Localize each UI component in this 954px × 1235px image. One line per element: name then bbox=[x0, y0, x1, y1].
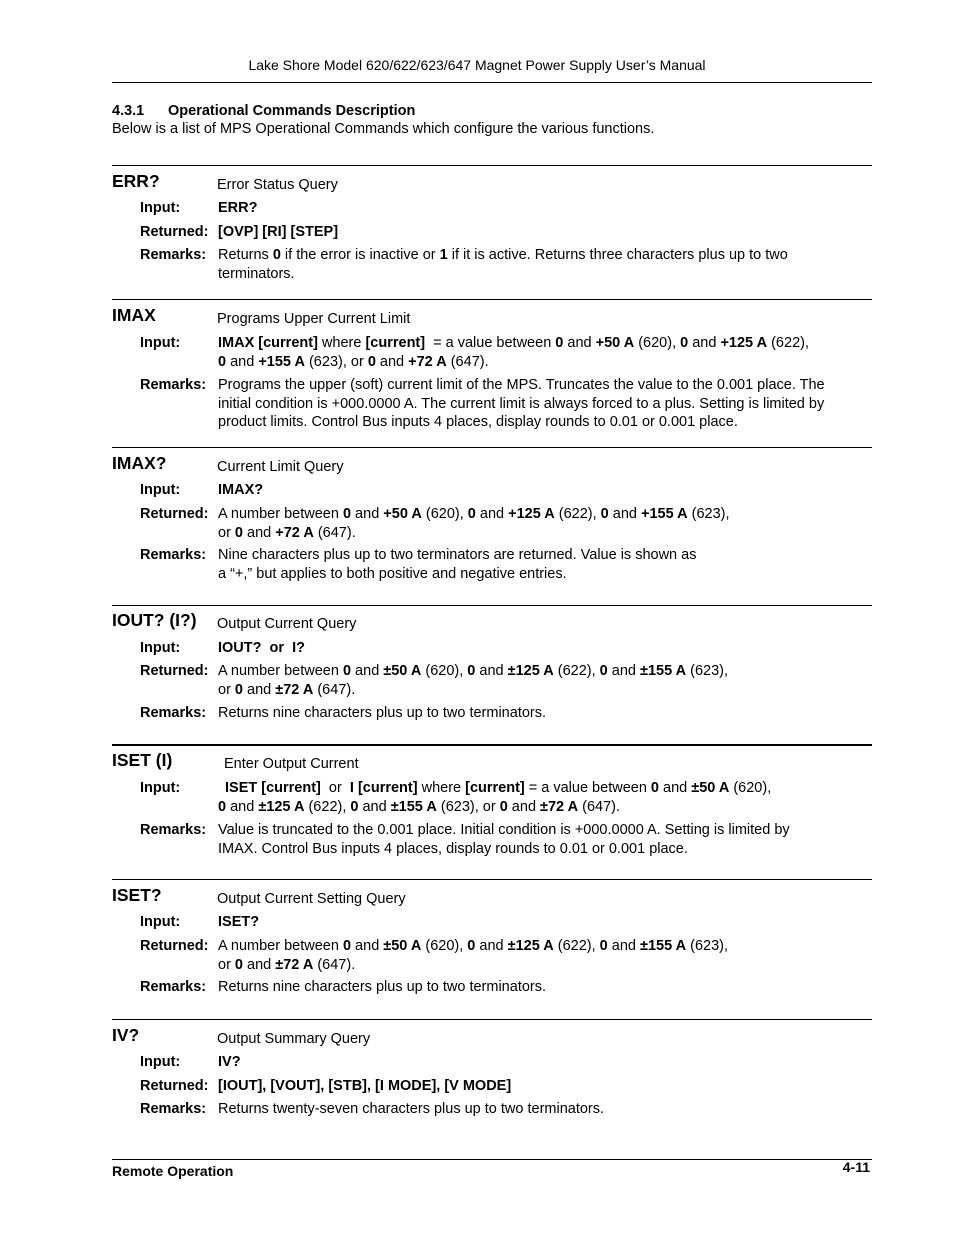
command-name: IMAX bbox=[112, 305, 156, 325]
command-divider bbox=[112, 605, 872, 606]
command-name: ERR? bbox=[112, 171, 160, 191]
remarks-value: Returns 0 if the error is inactive or 1 if it is active. Returns three characters plus up to two terminators. bbox=[218, 247, 788, 282]
command-divider bbox=[112, 165, 872, 166]
input-label: Input: bbox=[140, 482, 181, 498]
section-number: 4.3.1 bbox=[112, 103, 145, 119]
input-label: Input: bbox=[140, 335, 181, 351]
command-description: Output Current Query bbox=[217, 616, 357, 632]
command-description: Current Limit Query bbox=[217, 459, 344, 475]
command-divider bbox=[112, 447, 872, 448]
remarks-label: Remarks: bbox=[140, 822, 207, 838]
remarks-value: Nine characters plus up to two terminators are returned. Value is shown as a “+,” but applies to both positive and negative entries. bbox=[218, 547, 697, 582]
input-value: IV? bbox=[218, 1054, 241, 1070]
section-intro: Below is a list of MPS Operational Commands which configure the various functions. bbox=[112, 121, 655, 137]
returned-label: Returned: bbox=[140, 224, 209, 240]
command-name: ISET? bbox=[112, 885, 162, 905]
input-value: IMAX [current] where [current] = a value between 0 and +50 A (620), 0 and +125 A (622), 0 and +155 A (623), or 0 and +72 A (647). bbox=[218, 335, 809, 370]
remarks-label: Remarks: bbox=[140, 705, 207, 721]
command-divider bbox=[112, 744, 872, 746]
remarks-label: Remarks: bbox=[140, 1101, 207, 1117]
input-label: Input: bbox=[140, 640, 181, 656]
command-divider bbox=[112, 1019, 872, 1020]
returned-value: [OVP] [RI] [STEP] bbox=[218, 224, 339, 240]
input-value: ERR? bbox=[218, 200, 258, 216]
footer-rule bbox=[112, 1159, 872, 1160]
remarks-label: Remarks: bbox=[140, 547, 207, 563]
returned-label: Returned: bbox=[140, 1078, 209, 1094]
input-value: IMAX? bbox=[218, 482, 264, 498]
remarks-value: Returns nine characters plus up to two terminators. bbox=[218, 979, 547, 995]
returned-label: Returned: bbox=[140, 663, 209, 679]
input-label: Input: bbox=[140, 914, 181, 930]
running-header: Lake Shore Model 620/622/623/647 Magnet Power Supply User’s Manual bbox=[248, 57, 706, 73]
header-rule bbox=[112, 82, 872, 83]
command-name: IMAX? bbox=[112, 453, 167, 473]
section-heading bbox=[112, 103, 415, 119]
command-name: ISET (I) bbox=[112, 750, 173, 770]
command-description: Output Current Setting Query bbox=[217, 891, 406, 907]
command-name: IV? bbox=[112, 1025, 140, 1045]
input-value: IOUT? or I? bbox=[218, 640, 305, 656]
returned-value: A number between 0 and ±50 A (620), 0 and ±125 A (622), 0 and ±155 A (623), or 0 and ±72 A (647). bbox=[218, 938, 729, 973]
input-value: ISET? bbox=[218, 914, 260, 930]
input-label: Input: bbox=[140, 780, 181, 796]
command-description: Programs Upper Current Limit bbox=[217, 311, 411, 327]
remarks-label: Remarks: bbox=[140, 979, 207, 995]
remarks-label: Remarks: bbox=[140, 377, 207, 393]
command-description: Output Summary Query bbox=[217, 1031, 371, 1047]
remarks-value: Returns twenty-seven characters plus up to two terminators. bbox=[218, 1101, 605, 1117]
returned-value: A number between 0 and +50 A (620), 0 and +125 A (622), 0 and +155 A (623), or 0 and +72 A (647). bbox=[218, 506, 730, 541]
footer-chapter: Remote Operation bbox=[112, 1163, 234, 1179]
input-label: Input: bbox=[140, 1054, 181, 1070]
command-name: IOUT? (I?) bbox=[112, 610, 197, 630]
input-value: ISET [current] or I [current] where [current] = a value between 0 and ±50 A (620), 0 and ±125 A (622), 0 and ±155 A (623), or 0 and ±72 A (647). bbox=[218, 780, 772, 815]
command-divider bbox=[112, 299, 872, 300]
remarks-label: Remarks: bbox=[140, 247, 207, 263]
section-title: Operational Commands Description bbox=[168, 103, 416, 119]
input-label: Input: bbox=[140, 200, 181, 216]
command-description: Error Status Query bbox=[217, 177, 338, 193]
remarks-value: Returns nine characters plus up to two terminators. bbox=[218, 705, 547, 721]
returned-label: Returned: bbox=[140, 938, 209, 954]
remarks-value: Value is truncated to the 0.001 place. Initial condition is +000.0000 A. Setting is limited by IMAX. Control Bus inputs 4 places, display rounds to 0.01 or 0.001 place. bbox=[218, 822, 790, 857]
returned-value: [IOUT], [VOUT], [STB], [I MODE], [V MODE] bbox=[218, 1078, 512, 1094]
remarks-value: Programs the upper (soft) current limit of the MPS. Truncates the value to the 0.001 place. The initial condition is +000.0000 A. The current limit is always forced to a plus. Setting is limited by product limits. Control Bus inputs 4 places, display rounds to 0.01 or 0.001 place. bbox=[218, 377, 825, 430]
command-description: Enter Output Current bbox=[224, 756, 359, 772]
page-number: 4-11 bbox=[842, 1159, 870, 1175]
returned-label: Returned: bbox=[140, 506, 209, 522]
returned-value: A number between 0 and ±50 A (620), 0 and ±125 A (622), 0 and ±155 A (623), or 0 and ±72 A (647). bbox=[218, 663, 729, 698]
command-divider bbox=[112, 879, 872, 880]
